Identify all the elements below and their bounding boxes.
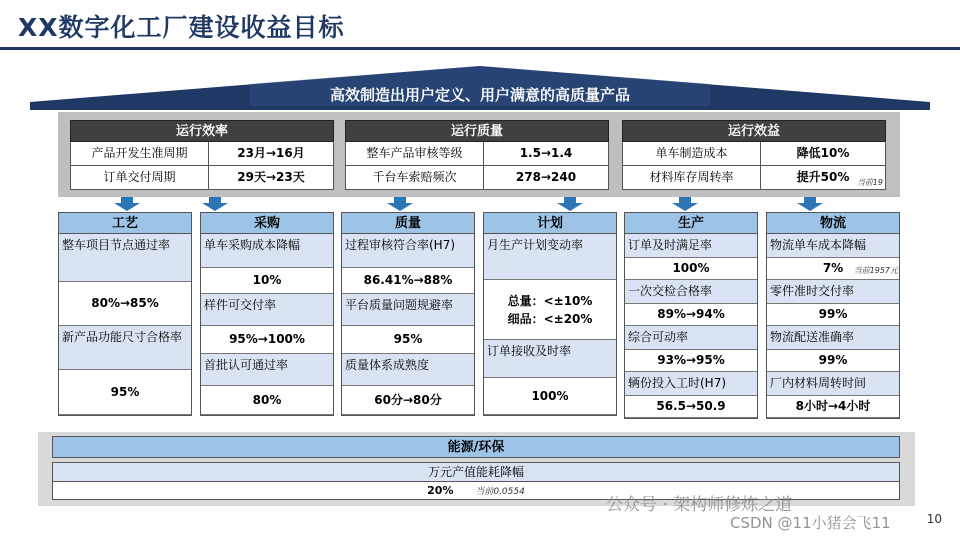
group-header: 运行质量 xyxy=(345,120,609,142)
metric-label: 材料库存周转率 xyxy=(623,166,761,189)
kpi-value-text: 99% xyxy=(818,307,848,321)
kpi-value-text: 80%→85% xyxy=(91,296,159,310)
column-header: 计划 xyxy=(483,212,617,234)
metric-value: 1.5→1.4 xyxy=(484,142,608,165)
metric-note: 当前19 xyxy=(856,178,883,187)
kpi-value-text: 80% xyxy=(252,393,282,407)
metric-label: 产品开发生准周期 xyxy=(71,142,209,165)
down-arrow-icon xyxy=(200,197,230,211)
down-arrow-icon xyxy=(385,197,415,211)
column-body xyxy=(200,234,334,416)
metric-row xyxy=(622,166,886,190)
group-benefit xyxy=(622,120,886,190)
metric-value: 降低10% xyxy=(761,142,885,165)
kpi-value xyxy=(342,326,474,354)
kpi-label: 样件可交付率 xyxy=(201,294,333,326)
kpi-value xyxy=(201,326,333,354)
metric-row xyxy=(70,166,334,190)
watermark-wechat: 公众号 · 架构师修炼之道 xyxy=(606,495,793,515)
column-0 xyxy=(58,212,192,416)
metric-value xyxy=(761,166,885,189)
kpi-label: 订单及时满足率 xyxy=(625,234,757,258)
energy-header: 能源/环保 xyxy=(52,436,900,458)
kpi-value-text: 95% xyxy=(393,332,423,346)
kpi-label: 物流单车成本降幅 xyxy=(767,234,899,258)
kpi-value xyxy=(59,282,191,326)
column-body xyxy=(341,234,475,416)
kpi-label: 厂内材料周转时间 xyxy=(767,372,899,396)
metric-label: 订单交付周期 xyxy=(71,166,209,189)
kpi-value-text: 总量：<±10% 细品：<±20% xyxy=(507,294,593,326)
kpi-value-text: 56.5→50.9 xyxy=(656,399,726,413)
kpi-value-text: 95%→100% xyxy=(229,332,305,346)
page-title: XX数字化工厂建设收益目标 xyxy=(18,13,345,42)
kpi-value xyxy=(59,370,191,415)
group-quality xyxy=(345,120,609,190)
top-metrics-panel xyxy=(58,112,900,197)
kpi-value xyxy=(625,258,757,280)
kpi-value xyxy=(767,258,899,280)
kpi-value xyxy=(625,396,757,418)
kpi-value xyxy=(767,350,899,372)
kpi-label: 新产品功能尺寸合格率 xyxy=(59,326,191,370)
metric-value: 29天→23天 xyxy=(209,166,333,189)
metric-row xyxy=(345,166,609,190)
kpi-value-text: 60分→80分 xyxy=(374,393,442,407)
column-header: 物流 xyxy=(766,212,900,234)
kpi-label: 单车采购成本降幅 xyxy=(201,234,333,268)
kpi-value xyxy=(342,268,474,294)
energy-note: 当前0.0554 xyxy=(475,487,525,497)
column-header: 采购 xyxy=(200,212,334,234)
metric-label: 整车产品审核等级 xyxy=(346,142,484,165)
kpi-value xyxy=(625,350,757,372)
column-header: 生产 xyxy=(624,212,758,234)
metric-row xyxy=(622,142,886,166)
metric-value: 278→240 xyxy=(484,166,608,189)
kpi-value-text: 89%→94% xyxy=(657,307,725,321)
kpi-note: 当前1957元 xyxy=(853,266,898,275)
column-body xyxy=(624,234,758,419)
kpi-value xyxy=(342,386,474,415)
energy-label: 万元产值能耗降幅 xyxy=(52,462,900,482)
column-body xyxy=(483,234,617,416)
kpi-label: 物流配送准确率 xyxy=(767,326,899,350)
banner-text: 高效制造出用户定义、用户满意的高质量产品 xyxy=(329,86,630,104)
column-2 xyxy=(341,212,475,416)
kpi-label: 质量体系成熟度 xyxy=(342,354,474,386)
group-header: 运行效益 xyxy=(622,120,886,142)
column-3 xyxy=(483,212,617,416)
metric-label: 单车制造成本 xyxy=(623,142,761,165)
kpi-value xyxy=(767,304,899,326)
kpi-value-text: 100% xyxy=(672,261,710,275)
column-4 xyxy=(624,212,758,419)
metric-label: 千台车索赔频次 xyxy=(346,166,484,189)
group-efficiency xyxy=(70,120,334,190)
kpi-value-text: 99% xyxy=(818,353,848,367)
kpi-label: 订单接收及时率 xyxy=(484,340,616,378)
kpi-value-text: 7% xyxy=(822,261,844,275)
down-arrow-icon xyxy=(670,197,700,211)
down-arrow-icon xyxy=(795,197,825,211)
metric-value: 23月→16月 xyxy=(209,142,333,165)
kpi-label: 零件准时交付率 xyxy=(767,280,899,304)
kpi-label: 平台质量问题规避率 xyxy=(342,294,474,326)
group-header: 运行效率 xyxy=(70,120,334,142)
kpi-value xyxy=(484,280,616,340)
column-body xyxy=(58,234,192,416)
energy-value-text: 20% xyxy=(427,484,454,497)
down-arrow-icon xyxy=(555,197,585,211)
column-5 xyxy=(766,212,900,419)
metric-row xyxy=(345,142,609,166)
kpi-label: 首批认可通过率 xyxy=(201,354,333,386)
kpi-label: 月生产计划变动率 xyxy=(484,234,616,280)
page-number: 10 xyxy=(926,512,942,526)
metric-row xyxy=(70,142,334,166)
kpi-label: 综合可动率 xyxy=(625,326,757,350)
kpi-value xyxy=(484,378,616,415)
down-arrow-icon xyxy=(112,197,142,211)
kpi-value xyxy=(201,268,333,294)
kpi-value-text: 86.41%→88% xyxy=(363,273,453,287)
kpi-value xyxy=(625,304,757,326)
title-divider xyxy=(0,47,960,50)
watermark-csdn: CSDN @11小猪会飞11 xyxy=(730,514,891,532)
kpi-value-text: 95% xyxy=(110,385,140,399)
kpi-value-text: 100% xyxy=(531,389,569,403)
column-body xyxy=(766,234,900,419)
kpi-value-text: 10% xyxy=(252,273,282,287)
column-1 xyxy=(200,212,334,416)
metric-value-text: 提升50% xyxy=(796,170,850,184)
column-header: 工艺 xyxy=(58,212,192,234)
kpi-value xyxy=(767,396,899,418)
kpi-value-text: 8小时→4小时 xyxy=(795,399,871,413)
kpi-label: 一次交检合格率 xyxy=(625,280,757,304)
kpi-label: 整车项目节点通过率 xyxy=(59,234,191,282)
kpi-value-text: 93%→95% xyxy=(657,353,725,367)
kpi-label: 辆份投入工时(H7) xyxy=(625,372,757,396)
kpi-label: 过程审核符合率(H7) xyxy=(342,234,474,268)
kpi-value xyxy=(201,386,333,415)
column-header: 质量 xyxy=(341,212,475,234)
